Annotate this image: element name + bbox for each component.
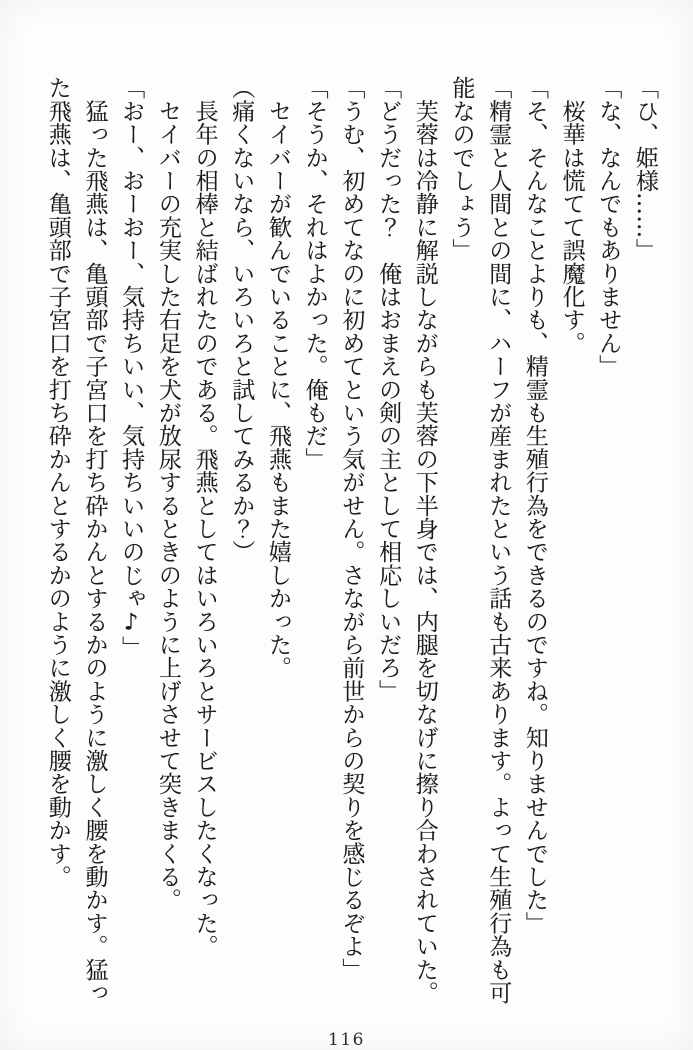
text-column: 「うむ、初めてなのに初めてという気がせん。さながら前世からの契りを感じるぞよ」 (338, 76, 365, 981)
text-column: 桜華は慌てて誤魔化す。 (558, 76, 585, 355)
text-column: 「どうだった？ 俺はおまえの剣の主として相応しいだろ」 (375, 76, 402, 703)
text-column: 芙蓉は冷静に解説しながらも芙蓉の下半身では、内腿を切なげに擦り合わされていた。 (411, 76, 438, 1004)
text-column: セイバーが歓んでいることに、飛燕もまた嬉しかった。 (264, 76, 291, 680)
text-column: 「な、なんでもありません」 (595, 76, 622, 378)
text-column: た飛燕は、亀頭部で子宮口を打ち砕かんとするかのように激しく腰を動かす。 (44, 76, 71, 888)
text-column: 能なのでしょう」 (448, 76, 475, 262)
text-column: 長年の相棒と結ばれたのである。飛燕としてはいろいろとサービスしたくなった。 (191, 76, 218, 958)
text-column: （痛くないなら、いろいろと試してみるか？） (228, 76, 255, 564)
text-column: 「おー、おーおー、気持ちいい、気持ちいいのじゃ♪」 (118, 76, 145, 659)
text-column: 猛った飛燕は、亀頭部で子宮口を打ち砕かんとするかのように激しく腰を動かす。猛っ (81, 76, 108, 1004)
text-column: 「そ、そんなことよりも、精霊も生殖行為をできるのですね。知りませんでした」 (521, 76, 548, 935)
page-number: 116 (328, 1030, 365, 1050)
text-column: 「精霊と人間との間に、ハーフが産まれたという話も古来あります。よって生殖行為も可 (485, 76, 512, 1004)
text-column: セイバーの充実した右足を犬が放尿するときのように上げさせて突きまくる。 (154, 76, 181, 912)
text-column: 「ひ、姫様……」 (632, 76, 658, 262)
text-column: 「そうか、それはよかった。俺もだ」 (301, 76, 328, 471)
vertical-text-area (39, 76, 663, 1016)
